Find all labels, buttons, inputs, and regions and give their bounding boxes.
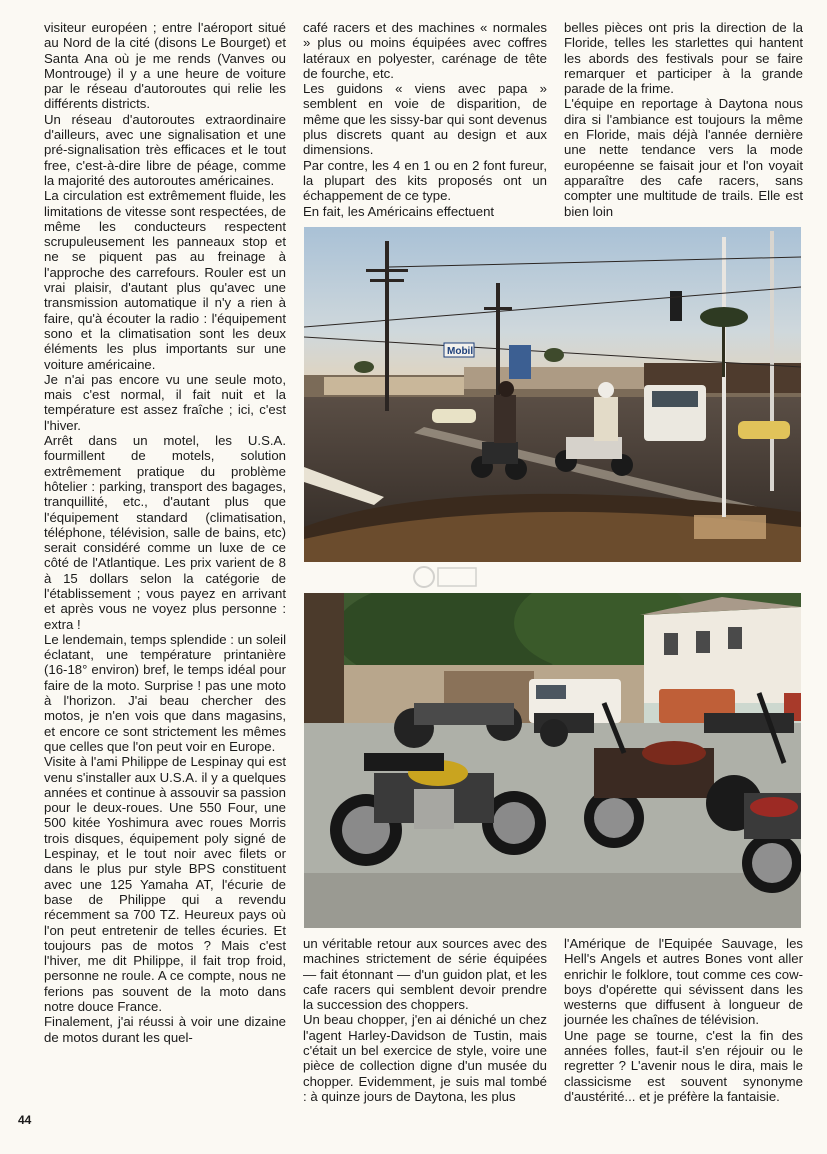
column-2-top (303, 20, 547, 220)
paragraph: Finalement, j'ai réussi à voir une dizaine de motos durant les quel- (44, 1014, 286, 1045)
column-3-bottom (564, 936, 803, 1132)
column-2-bottom (303, 936, 547, 1132)
paragraph: Un réseau d'autoroutes extraordinaire d'ailleurs, avec une signalisation et une pré-signalisation très efficaces et le tout free, c'est-à-dire libre de péage, comme la majorité des autoroutes américaines. (44, 111, 286, 188)
page-number: 44 (18, 1113, 32, 1127)
paragraph: Un beau chopper, j'en ai déniché un chez l'agent Harley-Davidson de Tustin, mais c'était un bel exercice de style, voire une pièce de collection digne d'un musée du chopper. Evidemment, je suis mal tombé : à quinze jours de Daytona, les plus (303, 1012, 547, 1104)
paragraph: Les guidons « viens avec papa » semblent en voie de disparition, de même que les sissy-bar qui sont devenus plus discrets quant au design et aux dimensions. (303, 81, 547, 158)
paragraph: café racers et des machines « normales » plus ou moins équipées avec coffres latéraux en polyester, carénage de tête de fourche, etc. (303, 20, 547, 81)
paragraph: visiteur européen ; entre l'aéroport situé au Nord de la cité (disons Le Bourget) et Santa Ana où je me rends (Vanves ou Montrouge) il y a une heure de voiture par le réseau d'autoroutes qui relie les différents districts. (44, 20, 286, 112)
street-photo-image (304, 227, 801, 562)
paragraph: Par contre, les 4 en 1 ou en 2 font fureur, la plupart des kits proposés ont un échappement de ce type. (303, 157, 547, 204)
dealership-photo-image (304, 593, 801, 928)
paragraph: un véritable retour aux sources avec des machines strictement de série équipées — fait étonnant — d'un guidon plat, et les cafe racers qui semblent devoir prendre la succession des choppers. (303, 936, 547, 1013)
paragraph: Une page se tourne, c'est la fin des années folles, faut-il s'en réjouir ou le regretter ? L'avenir nous le dira, mais le classicisme est souvent synonyme d'austérité... et je préfère la fantaisie. (564, 1027, 803, 1104)
paragraph: Visite à l'ami Philippe de Lespinay qui est venu s'installer aux U.S.A. il y a quelques années et continue à assouvir sa passion pour le deux-roues. Une 550 Four, une 500 kitée Yoshimura avec roues Morris trois disques, équipement poly signé de Lespinay, et le tout noir avec filets or dans le plus pur style BPS constituent avec une 125 Yamaha AT, l'écurie de base de Philippe qui a revendu récemment sa 700 TZ. Heureux pays où l'on peut entretenir de telles écuries. Et toujours pas de motos ? Mais c'est l'hiver, me dit Philippe, il fait trop froid, personne ne roule. A ce compte, nous ne ferions pas souvent de la moto dans notre douce France. (44, 754, 286, 1014)
watermark-logo (412, 564, 482, 590)
mobil-sign-text: Mobil (447, 346, 474, 357)
paragraph: l'Amérique de l'Equipée Sauvage, les Hell's Angels et autres Bones vont aller enrichir le folklore, tout comme ces cow-boys d'opérette qui sévissent dans les westerns que diffusent à longueur de journée les chaînes de télévision. (564, 936, 803, 1028)
paragraph: L'équipe en reportage à Daytona nous dira si l'ambiance est toujours la même en Floride, mais déjà l'année dernière une nette tendance vers la mode européenne se faisait jour et l'on voyait apparaître des cafe racers, sans compter une multitude de trails. Elle est bien loin (564, 96, 803, 219)
paragraph: belles pièces ont pris la direction de la Floride, telles les starlettes qui hantent les abords des festivals pour se faire remarquer et participer à la grande parade de la frime. (564, 20, 803, 97)
paragraph: Je n'ai pas encore vu une seule moto, mais c'est normal, il fait nuit et la température est assez fraîche ; ici, c'est l'hiver. (44, 371, 286, 433)
paragraph: Le lendemain, temps splendide : un soleil éclatant, une température printanière (16-18° environ) bref, le temps idéal pour faire de la moto. Surprise ! pas une moto à l'horizon. J'ai beau chercher des motos, je n'en vois que dans magasins, et encore ce sont strictement les mêmes que celles que l'on peut voir en Europe. (44, 631, 286, 754)
street-photo (304, 227, 801, 562)
paragraph: En fait, les Américains effectuent (303, 203, 495, 219)
column-1 (44, 20, 286, 1132)
column-3-top (564, 20, 803, 220)
paragraph: La circulation est extrêmement fluide, les limitations de vitesse sont respectées, de même les conducteurs respectent scrupuleusement les panneaux stop et ne se piquent pas au freinage à l'approche des carrefours. Rouler est un vrai plaisir, d'autant plus qu'avec une transmission automatique il n'y a rien à faire, qu'à écouter la radio : l'équipement sono et la climatisation sont les deux éléments les plus importants sur une voiture américaine. (44, 188, 286, 372)
dealership-photo (304, 593, 801, 928)
paragraph: Arrêt dans un motel, les U.S.A. fourmillent de motels, solution extrêmement pratique du problème hôtelier : parking, transport des bagages, tranquillité, etc., d'autant plus que l'équipement standard (climatisation, téléphone, télévision, salle de bains, etc) serait considéré comme un luxe de ce côté de l'Atlantique. Les prix varient de 8 à 15 dollars selon la catégorie de l'établissement ; vous payez en arrivant et après vous ne voyez plus personne : extra ! (44, 433, 286, 632)
